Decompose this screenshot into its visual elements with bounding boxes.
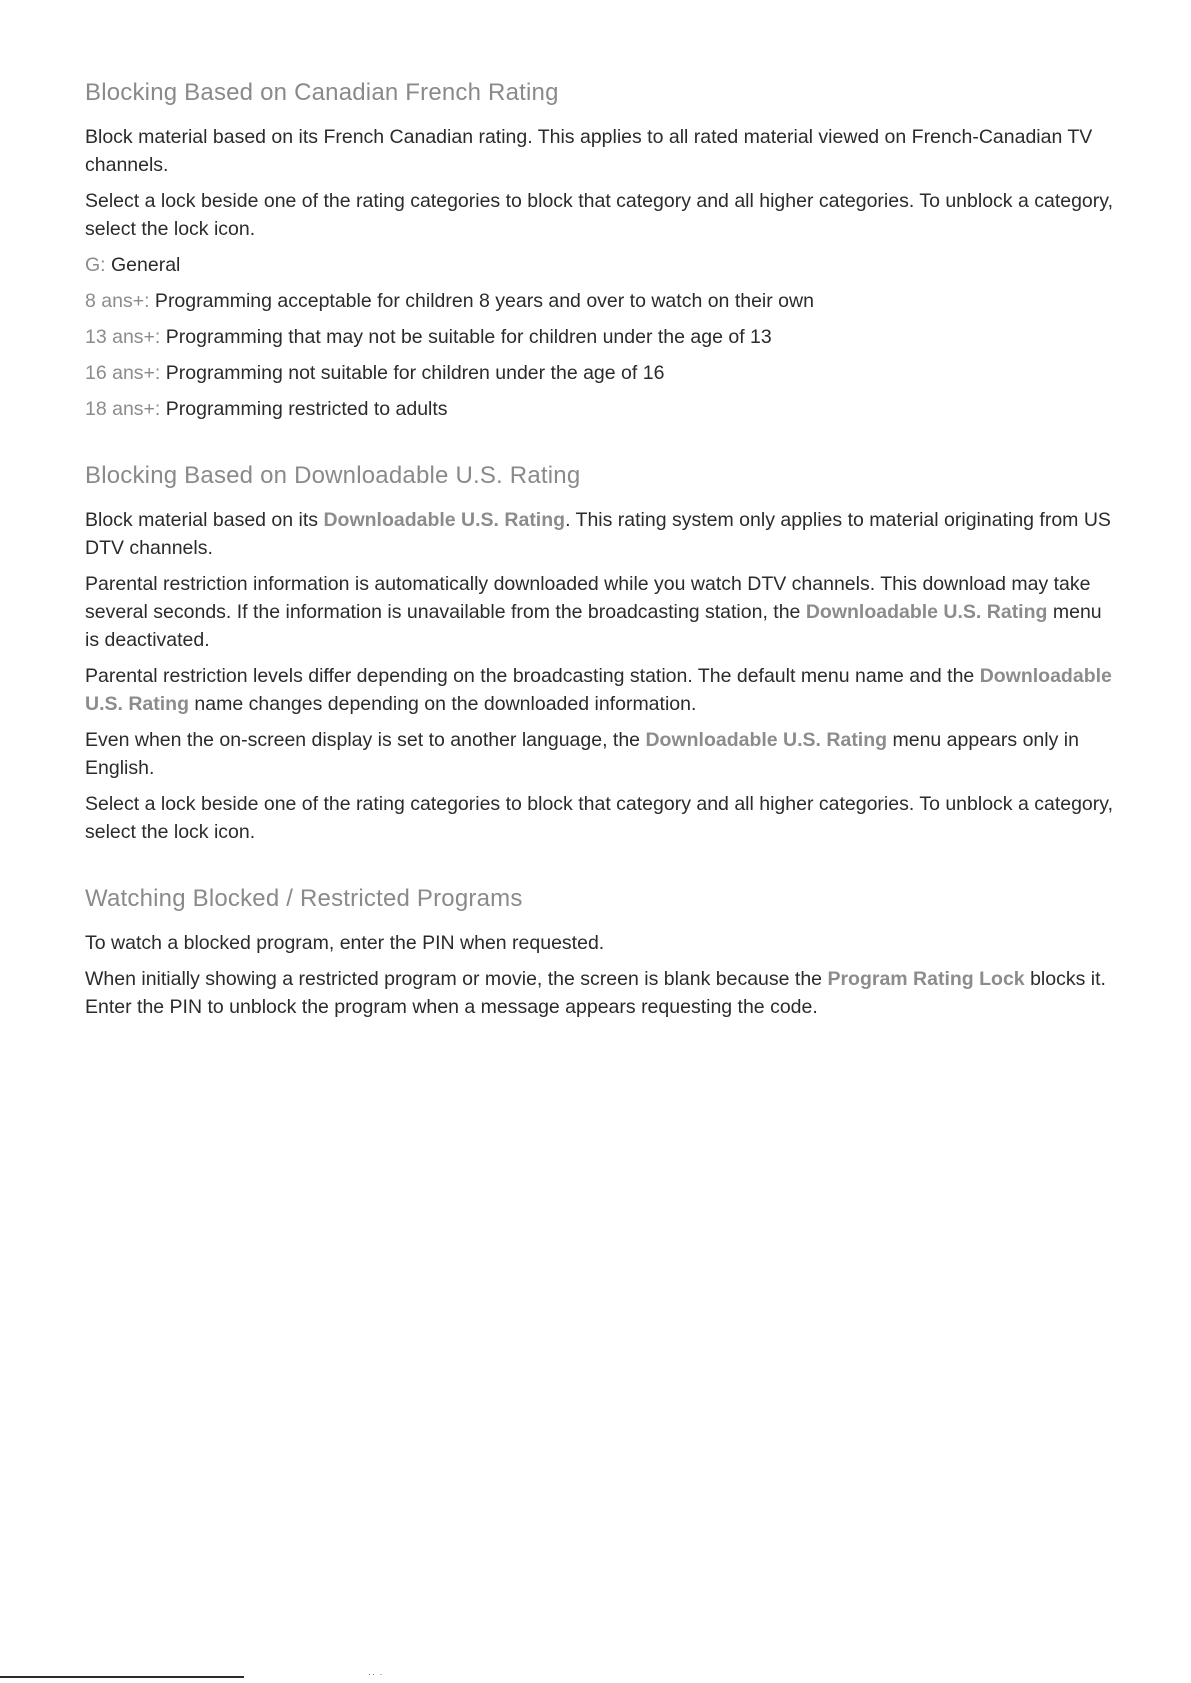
menu-link-downloadable-us-rating: Downloadable U.S. Rating (645, 729, 888, 751)
menu-link-program-rating-lock: Program Rating Lock (827, 968, 1025, 990)
menu-link-downloadable-us-rating: Downloadable U.S. Rating (85, 665, 1112, 715)
rating-description: Programming that may not be suitable for children under the age of 13 (160, 326, 772, 348)
rating-term: 8 ans+: (85, 290, 150, 312)
paragraph: Select a lock beside one of the rating categories to block that category and all higher categories. To unblock a category, select the lock icon. (85, 793, 1113, 843)
rating-item-13-ans (85, 323, 1115, 351)
rating-description: Programming not suitable for children under the age of 16 (160, 362, 665, 384)
section-heading: Watching Blocked / Restricted Programs (85, 885, 523, 912)
rating-term: 18 ans+: (85, 398, 161, 420)
rating-description: Programming acceptable for children 8 years and over to watch on their own (149, 290, 814, 312)
paragraph: Parental restriction levels differ depending on the broadcasting station. The default menu name and the Downloadable U.S. Rating name changes depending on the downloaded information. (85, 665, 1112, 715)
menu-link-downloadable-us-rating: Downloadable U.S. Rating (323, 509, 566, 531)
rating-description: Programming restricted to adults (160, 398, 448, 420)
section-canadian-french-rating (85, 78, 1115, 423)
rating-term: G: (85, 254, 106, 276)
paragraph: Select a lock beside one of the rating categories to block that category and all higher categories. To unblock a category, select the lock icon. (85, 190, 1113, 240)
rating-item-g (85, 251, 1115, 279)
rating-description: General (105, 254, 181, 276)
section-downloadable-us-rating (85, 461, 1115, 846)
paragraph: Block material based on its French Canadian rating. This applies to all rated material viewed on French-Canadian TV channels. (85, 126, 1093, 176)
section-heading: Blocking Based on Canadian French Rating (85, 79, 559, 106)
rating-term: 13 ans+: (85, 326, 161, 348)
rating-item-16-ans (85, 359, 1115, 387)
rating-term: 16 ans+: (85, 362, 161, 384)
section-watching-blocked-programs (85, 884, 1115, 1021)
menu-link-downloadable-us-rating: Downloadable U.S. Rating (805, 601, 1048, 623)
paragraph: Block material based on its Downloadable U.S. Rating. This rating system only applies to material originating from US DTV channels. (85, 509, 1111, 559)
rating-item-8-ans (85, 287, 1115, 315)
section-heading: Blocking Based on Downloadable U.S. Rating (85, 462, 581, 489)
footer-page-mark: ·· · (368, 1669, 384, 1679)
rating-item-18-ans (85, 395, 1115, 423)
paragraph: When initially showing a restricted program or movie, the screen is blank because the Program Rating Lock blocks it. Enter the PIN to unblock the program when a message appears requesting the code. (85, 968, 1106, 1018)
manual-page (85, 78, 1115, 1029)
paragraph: To watch a blocked program, enter the PIN when requested. (85, 932, 605, 954)
footer-rule (0, 1676, 244, 1678)
paragraph: Parental restriction information is automatically downloaded while you watch DTV channels. This download may take several seconds. If the information is unavailable from the broadcasting station, the Downloadable U.S. Rating menu is deactivated. (85, 573, 1102, 651)
paragraph: Even when the on-screen display is set to another language, the Downloadable U.S. Rating menu appears only in English. (85, 729, 1079, 779)
